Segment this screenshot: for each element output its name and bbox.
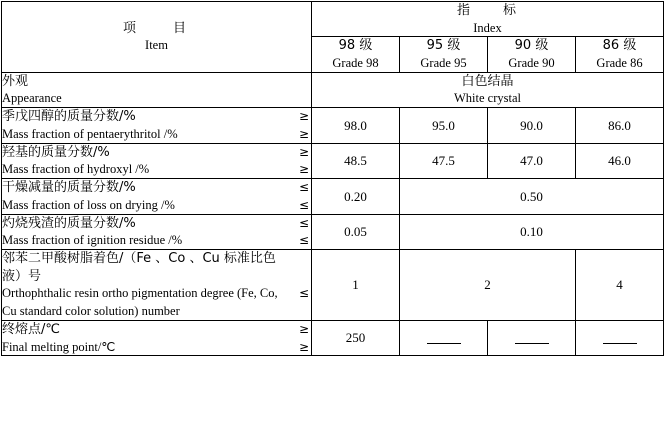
row-ignition-residue-value-rest: 0.10 <box>400 214 664 249</box>
row-loss-on-drying-name-cn: 干燥减量的质量分数/% <box>2 180 136 196</box>
grade-90-cn: 90 级 <box>514 38 549 54</box>
header-grade-98 <box>312 37 400 72</box>
row-ignition-residue-name <box>2 214 312 249</box>
appearance-value-en: White crystal <box>454 91 521 106</box>
row-ignition-residue-value-98: 0.05 <box>312 214 400 249</box>
appearance-value-cn: 白色结晶 <box>461 73 514 89</box>
row-final-melting-point-name <box>2 321 312 356</box>
header-index-cn: 指 标 <box>457 3 527 18</box>
row-final-melting-point-name-en: Final melting point/℃ <box>2 339 116 354</box>
row-loss-on-drying-value-rest: 0.50 <box>400 179 664 214</box>
row-hydroxyl-value-90: 47.0 <box>488 143 576 178</box>
row-pentaerythritol-op-en: ≥ <box>298 126 310 141</box>
row-final-melting-point-op-en: ≥ <box>298 339 310 354</box>
row-final-melting-point-op-cn: ≥ <box>298 322 310 337</box>
row-final-melting-point-name-cn: 终熔点/℃ <box>2 322 60 338</box>
grade-90-en: Grade 90 <box>508 55 555 70</box>
table-row <box>2 143 664 178</box>
row-ignition-residue-op-cn: ≤ <box>298 215 310 230</box>
row-appearance-value <box>312 72 664 107</box>
row-appearance-name-cn: 外观 <box>2 73 29 89</box>
header-grade-95 <box>400 37 488 72</box>
header-index-en: Index <box>473 20 502 35</box>
dash-icon <box>603 336 637 344</box>
row-loss-on-drying-value-98: 0.20 <box>312 179 400 214</box>
row-hydroxyl-op-cn: ≥ <box>298 144 310 159</box>
row-loss-on-drying-name <box>2 179 312 214</box>
row-loss-on-drying-op-cn: ≤ <box>298 180 310 195</box>
grade-95-cn: 95 级 <box>426 38 461 54</box>
dash-icon <box>427 336 461 344</box>
row-hydroxyl-name <box>2 143 312 178</box>
row-loss-on-drying-op-en: ≤ <box>298 197 310 212</box>
header-item-cell <box>2 2 312 73</box>
table-row <box>2 249 664 320</box>
row-final-melting-point-value-90 <box>488 321 576 356</box>
grade-86-cn: 86 级 <box>602 38 637 54</box>
row-pigmentation-name-cn: 邻苯二甲酸树脂着色/（Fe 、Co 、Cu 标准比色液）号 <box>2 250 276 284</box>
row-appearance-name <box>2 72 312 107</box>
table-row <box>2 179 664 214</box>
row-final-melting-point-value-95 <box>400 321 488 356</box>
row-pentaerythritol-value-90: 90.0 <box>488 108 576 143</box>
row-hydroxyl-value-86: 46.0 <box>576 143 664 178</box>
table-row <box>2 108 664 143</box>
dash-icon <box>515 336 549 344</box>
row-final-melting-point-value-98: 250 <box>312 321 400 356</box>
table-row <box>2 321 664 356</box>
spec-table-sheet <box>0 1 665 442</box>
row-hydroxyl-op-en: ≥ <box>298 162 310 177</box>
table-header-row-1 <box>2 2 664 37</box>
header-index-cell <box>312 2 664 37</box>
row-pentaerythritol-value-95: 95.0 <box>400 108 488 143</box>
grade-86-en: Grade 86 <box>596 55 643 70</box>
row-pentaerythritol-op-cn: ≥ <box>298 109 310 124</box>
row-loss-on-drying-name-en: Mass fraction of loss on drying /% <box>2 197 175 212</box>
row-pigmentation-value-86: 4 <box>576 249 664 320</box>
row-ignition-residue-name-en: Mass fraction of ignition residue /% <box>2 233 183 248</box>
table-row <box>2 72 664 107</box>
row-pentaerythritol-value-86: 86.0 <box>576 108 664 143</box>
row-pigmentation-value-98: 1 <box>312 249 400 320</box>
row-pigmentation-name-en: Orthophthalic resin ortho pigmentation degree (Fe, Co, Cu standard color solution) number <box>2 286 278 318</box>
row-hydroxyl-name-cn: 羟基的质量分数/% <box>2 144 110 160</box>
row-hydroxyl-value-98: 48.5 <box>312 143 400 178</box>
header-item-en: Item <box>145 38 168 53</box>
row-pigmentation-value-95-90: 2 <box>400 249 576 320</box>
row-appearance-name-en: Appearance <box>2 91 62 106</box>
row-pentaerythritol-name-cn: 季戊四醇的质量分数/% <box>2 109 136 125</box>
row-pentaerythritol-name-en: Mass fraction of pentaerythritol /% <box>2 126 178 141</box>
specification-table <box>1 1 664 356</box>
row-hydroxyl-name-en: Mass fraction of hydroxyl /% <box>2 162 150 177</box>
header-item-cn: 项 目 <box>122 20 198 36</box>
grade-98-en: Grade 98 <box>332 55 379 70</box>
row-final-melting-point-value-86 <box>576 321 664 356</box>
row-hydroxyl-value-95: 47.5 <box>400 143 488 178</box>
row-pigmentation-op-en: ≤ <box>298 286 310 301</box>
row-pigmentation-name <box>2 249 312 320</box>
header-grade-86 <box>576 37 664 72</box>
row-ignition-residue-name-cn: 灼烧残渣的质量分数/% <box>2 215 136 231</box>
table-row <box>2 214 664 249</box>
row-pentaerythritol-name <box>2 108 312 143</box>
header-grade-90 <box>488 37 576 72</box>
grade-95-en: Grade 95 <box>420 55 467 70</box>
grade-98-cn: 98 级 <box>338 38 373 54</box>
row-ignition-residue-op-en: ≤ <box>298 233 310 248</box>
row-pentaerythritol-value-98: 98.0 <box>312 108 400 143</box>
